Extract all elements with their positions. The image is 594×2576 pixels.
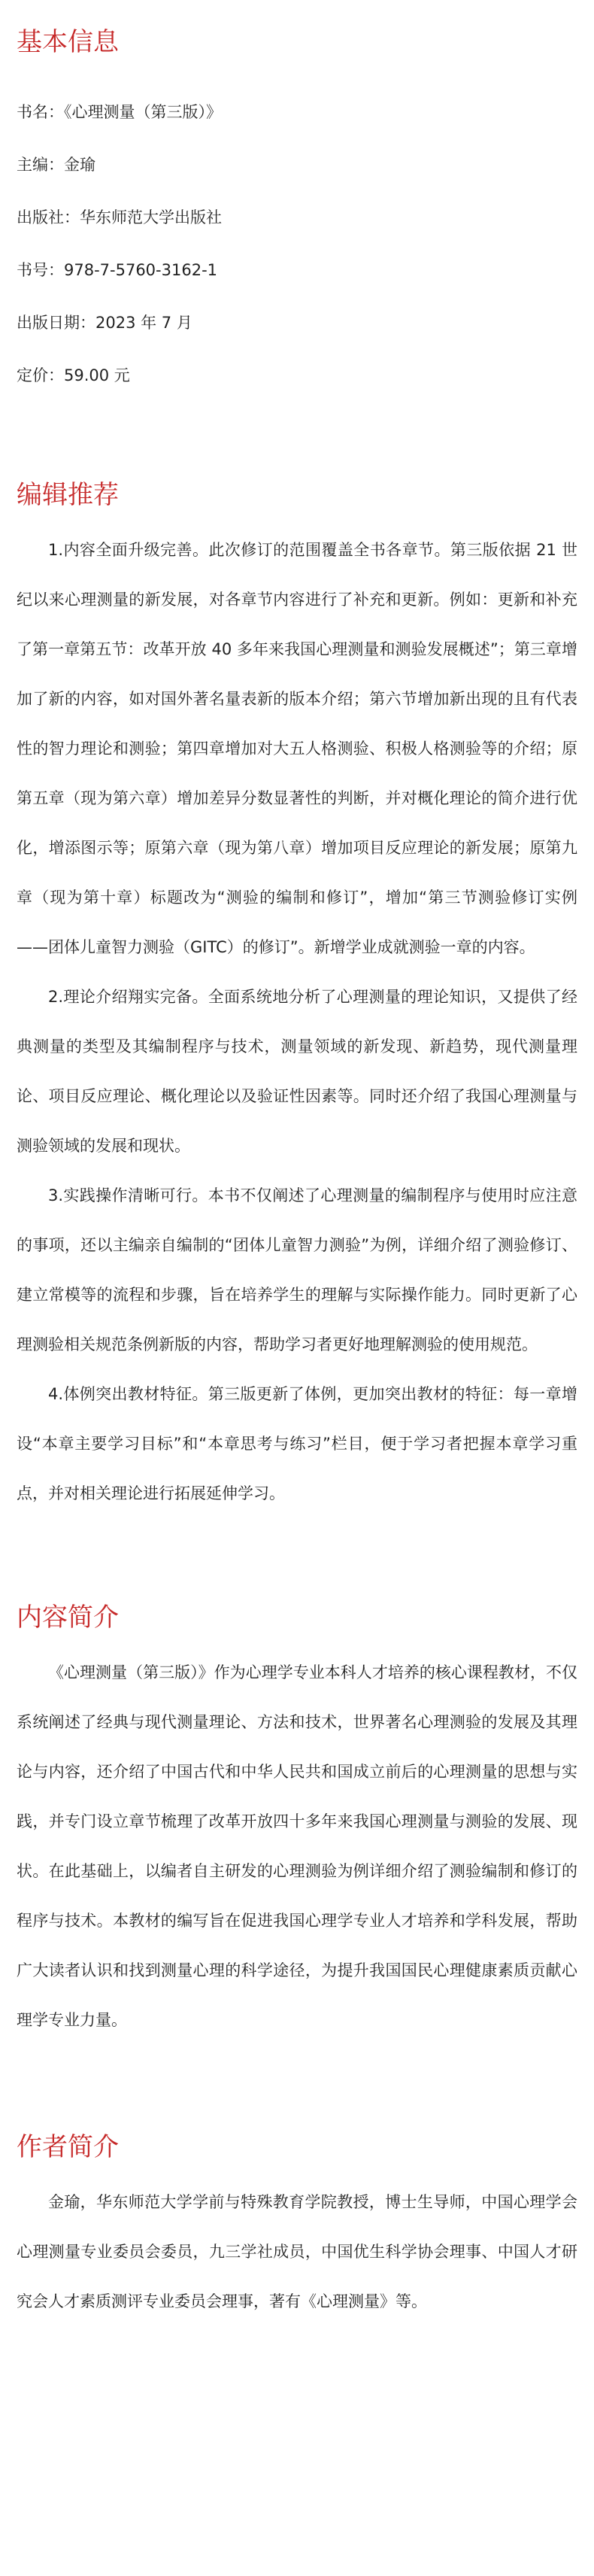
info-value: 2023 年 7 月	[95, 314, 192, 332]
recommendation-paragraph: 1.内容全面升级完善。此次修订的范围覆盖全书各章节。第三版依据 21 世纪以来心理测量的新发展，对各章节内容进行了补充和更新。例如：更新和补充了第一章第五节：改革开放 40 多年来我国心理测量和测验发展概述”；第三章增加了新的内容，如对国外著名量表新的版本介绍；第六节增加新出现的且有代表性的智力理论和测验；第四章增加对大五人格测验、积极人格测验等的介绍；原第五章（现为第六章）增加差异分数显著性的判断，并对概化理论的简介进行优化，增添图示等；原第六章（现为第八章）增加项目反应理论的新发展；原第九章（现为第十章）标题改为“测验的编制和修订”，增加“第三节测验修订实例——团体儿童智力测验（GITC）的修订”。新增学业成就测验一章的内容。	[17, 541, 577, 956]
basic-info-list	[17, 86, 577, 402]
editor-recommendation-title: 编辑推荐	[17, 480, 119, 510]
info-label: 出版日期：	[17, 314, 95, 332]
editor-recommendation-body	[17, 525, 577, 1518]
content-summary-title: 内容简介	[17, 1602, 119, 1633]
info-value: 978-7-5760-3162-1	[64, 261, 218, 279]
recommendation-paragraph: 4.体例突出教材特征。第三版更新了体例，更加突出教材的特征：每一章增设“本章主要学习目标”和“本章思考与练习”栏目，便于学习者把握本章学习重点，并对相关理论进行拓展延伸学习。	[17, 1385, 577, 1502]
info-value: 59.00 元	[64, 366, 130, 384]
info-label: 出版社：	[17, 208, 80, 226]
info-value: 金瑜	[64, 156, 95, 174]
summary-paragraph: 《心理测量（第三版）》作为心理学专业本科人才培养的核心课程教材，不仅系统阐述了经典与现代测量理论、方法和技术，世界著名心理测验的发展及其理论与内容，还介绍了中国古代和中华人民共和国成立前后的心理测量的思想与实践，并专门设立章节梳理了改革开放四十多年来我国心理测量与测验的发展、现状。在此基础上，以编者自主研发的心理测验为例详细介绍了测验编制和修订的程序与技术。本教材的编写旨在促进我国心理学专业人才培养和学科发展，帮助广大读者认识和找到测量心理的科学途径，为提升我国国民心理健康素质贡献心理学专业力量。	[17, 1663, 577, 2029]
author-intro-title: 作者简介	[17, 2132, 119, 2162]
basic-info-title: 基本信息	[17, 27, 119, 57]
info-row-publisher	[17, 191, 577, 244]
info-label: 书名：	[17, 103, 64, 121]
info-value: 华东师范大学出版社	[80, 208, 222, 226]
content-summary-body	[17, 1648, 577, 2045]
info-row-book-title	[17, 86, 577, 138]
info-label: 书号：	[17, 261, 64, 279]
author-paragraph: 金瑜，华东师范大学学前与特殊教育学院教授，博士生导师，中国心理学会心理测量专业委员会委员，九三学社成员，中国优生科学协会理事、中国人才研究会人才素质测评专业委员会理事，著有《心理测量》等。	[17, 2193, 577, 2310]
info-value: 《心理测量（第三版）》	[64, 103, 222, 121]
recommendation-paragraph: 3.实践操作清晰可行。本书不仅阐述了心理测量的编制程序与使用时应注意的事项，还以主编亲自编制的“团体儿童智力测验”为例，详细介绍了测验修订、建立常模等的流程和步骤，旨在培养学生的理解与实际操作能力。同时更新了心理测验相关规范条例新版的内容，帮助学习者更好地理解测验的使用规范。	[17, 1186, 577, 1353]
info-row-price	[17, 349, 577, 402]
info-label: 主编：	[17, 156, 64, 174]
info-row-editor	[17, 138, 577, 191]
info-label: 定价：	[17, 366, 64, 384]
recommendation-paragraph: 2.理论介绍翔实完备。全面系统地分析了心理测量的理论知识，又提供了经典测量的类型及其编制程序与技术，测量领域的新发现、新趋势，现代测量理论、项目反应理论、概化理论以及验证性因素等。同时还介绍了我国心理测量与测验领域的发展和现状。	[17, 988, 577, 1155]
author-intro-body	[17, 2177, 577, 2326]
info-row-publish-date	[17, 296, 577, 349]
info-row-isbn	[17, 244, 577, 296]
